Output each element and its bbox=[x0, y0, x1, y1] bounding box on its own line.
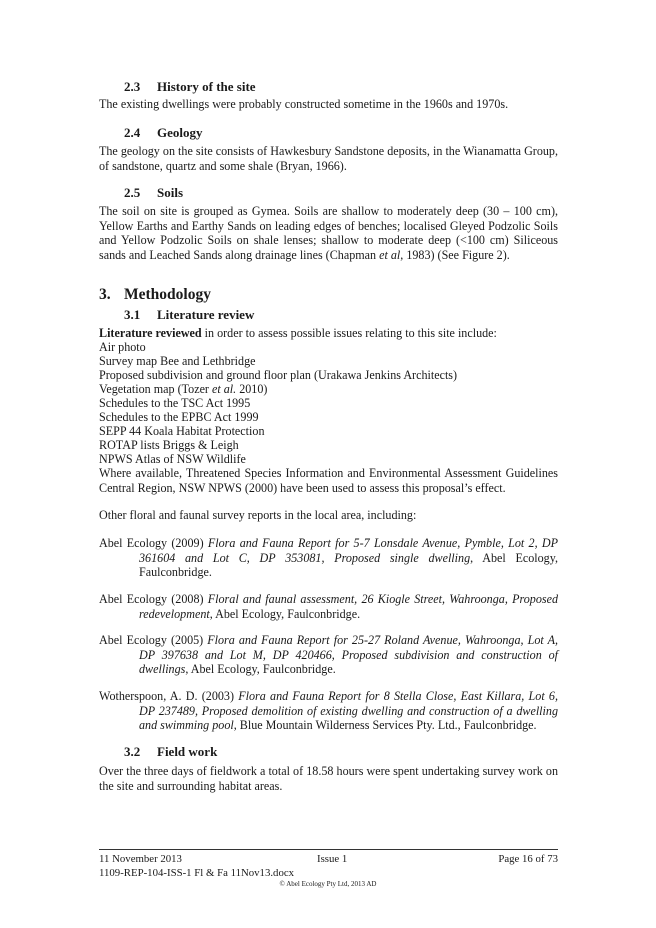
heading-3-2 bbox=[124, 745, 217, 760]
literature-item-em: et al. bbox=[212, 382, 237, 396]
literature-item: Schedules to the EPBC Act 1999 bbox=[99, 410, 259, 424]
literature-item: Schedules to the TSC Act 1995 bbox=[99, 396, 251, 410]
section-number: 2.4 bbox=[124, 125, 141, 140]
section-number: 3.2 bbox=[124, 744, 141, 759]
section-title: Soils bbox=[157, 185, 184, 200]
footer-page-number: Page 16 of 73 bbox=[498, 853, 558, 865]
soils-text bbox=[99, 204, 558, 262]
reference-entry bbox=[99, 633, 558, 677]
literature-item: ROTAP lists Briggs & Leigh bbox=[99, 438, 239, 452]
fieldwork-text: Over the three days of fieldwork a total of 18.58 hours were spent undertaking survey work on the site and surrounding habitat areas. bbox=[99, 764, 558, 793]
other-reports-text: Other floral and faunal survey reports in the local area, including: bbox=[99, 508, 417, 522]
reference-publisher: , Abel Ecology, Faulconbridge. bbox=[139, 550, 559, 580]
literature-item-b: 2010) bbox=[236, 382, 268, 396]
section-number: 3. bbox=[99, 286, 111, 303]
reference-entry bbox=[99, 536, 558, 580]
section-number: 3.1 bbox=[124, 307, 141, 322]
heading-2-4 bbox=[124, 126, 203, 141]
geology-text: The geology on the site consists of Hawkesbury Sandstone deposits, in the Wianamatta Group, of sandstone, quartz and some shale (Bryan, 1966). bbox=[99, 144, 558, 173]
reference-author: Abel Ecology (2009) bbox=[99, 536, 208, 550]
section-number: 2.5 bbox=[124, 185, 141, 200]
reference-publisher: , Abel Ecology, Faulconbridge. bbox=[209, 606, 361, 621]
reference-publisher: , Blue Mountain Wilderness Services Pty. Ltd., Faulconbridge. bbox=[233, 718, 537, 733]
heading-2-3 bbox=[124, 80, 256, 95]
footer-date: 11 November 2013 bbox=[99, 853, 182, 865]
reference-entry bbox=[99, 592, 558, 621]
literature-item-a: Vegetation map (Tozer bbox=[99, 382, 212, 396]
literature-item: Air photo bbox=[99, 340, 146, 354]
reference-author: Abel Ecology (2008) bbox=[99, 592, 208, 606]
literature-item bbox=[99, 382, 267, 397]
literature-item: NPWS Atlas of NSW Wildlife bbox=[99, 452, 246, 466]
reference-title: Flora and Fauna Report for 8 Stella Close, East Killara, Lot 6, DP 237489, Proposed demolition of existing dwelling and construction of a dwelling and swimming pool bbox=[139, 689, 558, 733]
reference-title: Floral and faunal assessment, 26 Kiogle Street, Wahroonga, Proposed redevelopment bbox=[139, 592, 558, 621]
section-title: Methodology bbox=[124, 286, 211, 303]
footer-issue: Issue 1 bbox=[317, 853, 348, 865]
reference-author: Wotherspoon, A. D. (2003) bbox=[99, 689, 239, 703]
section-title: Field work bbox=[157, 744, 218, 759]
soils-text-em: et al bbox=[379, 247, 401, 262]
history-text: The existing dwellings were probably constructed sometime in the 1960s and 1970s. bbox=[99, 97, 509, 111]
soils-text-a: The soil on site is grouped as Gymea. Soils are shallow to moderately deep (30 – 100 cm), Yellow Earths and Earthy Sands on leading edges of benches; localised Gleyed Podzolic Soils and Yellow Podzolic Soils on shale lenses; shallow to moderate deep (<100 cm) Siliceous sands and Leached Sands along drainage lines (Chapman bbox=[99, 204, 558, 262]
reference-title: Flora and Fauna Report for 25-27 Roland Avenue, Wahroonga, Lot A, DP 397638 and Lot M, DP 420466, Proposed subdivision and construction of dwellings bbox=[139, 633, 559, 677]
section-title: History of the site bbox=[157, 79, 256, 94]
footer-divider bbox=[99, 849, 558, 850]
soils-text-b: , 1983) (See Figure 2). bbox=[400, 247, 510, 262]
reference-publisher: , Abel Ecology, Faulconbridge. bbox=[185, 662, 336, 677]
heading-3-1 bbox=[124, 308, 254, 323]
heading-2-5 bbox=[124, 186, 183, 201]
reference-author: Abel Ecology (2005) bbox=[99, 633, 208, 647]
heading-3 bbox=[99, 288, 211, 303]
section-title: Geology bbox=[157, 125, 203, 140]
footer-document-reference: 1109-REP-104-ISS-1 Fl & Fa 11Nov13.docx bbox=[99, 867, 295, 879]
literature-item: SEPP 44 Koala Habitat Protection bbox=[99, 424, 265, 438]
literature-item: Proposed subdivision and ground floor plan (Urakawa Jenkins Architects) bbox=[99, 368, 458, 382]
literature-lead-rest: in order to assess possible issues relating to this site include: bbox=[201, 326, 497, 340]
reference-title: Flora and Fauna Report for 5-7 Lonsdale Avenue, Pymble, Lot 2, DP 361604 and Lot C, DP 353081, Proposed single dwelling bbox=[139, 536, 559, 565]
guidelines-text: Where available, Threatened Species Information and Environmental Assessment Guidelines Central Region, NSW NPWS (2000) have been used to assess this proposal’s effect. bbox=[99, 466, 558, 495]
literature-lead-bold: Literature reviewed bbox=[99, 326, 202, 340]
literature-lead bbox=[99, 326, 497, 341]
section-title: Literature review bbox=[157, 307, 255, 322]
footer-copyright: © Abel Ecology Pty Ltd, 2013 AD bbox=[279, 880, 377, 888]
reference-entry bbox=[99, 689, 558, 733]
section-number: 2.3 bbox=[124, 79, 141, 94]
literature-item: Survey map Bee and Lethbridge bbox=[99, 354, 256, 368]
